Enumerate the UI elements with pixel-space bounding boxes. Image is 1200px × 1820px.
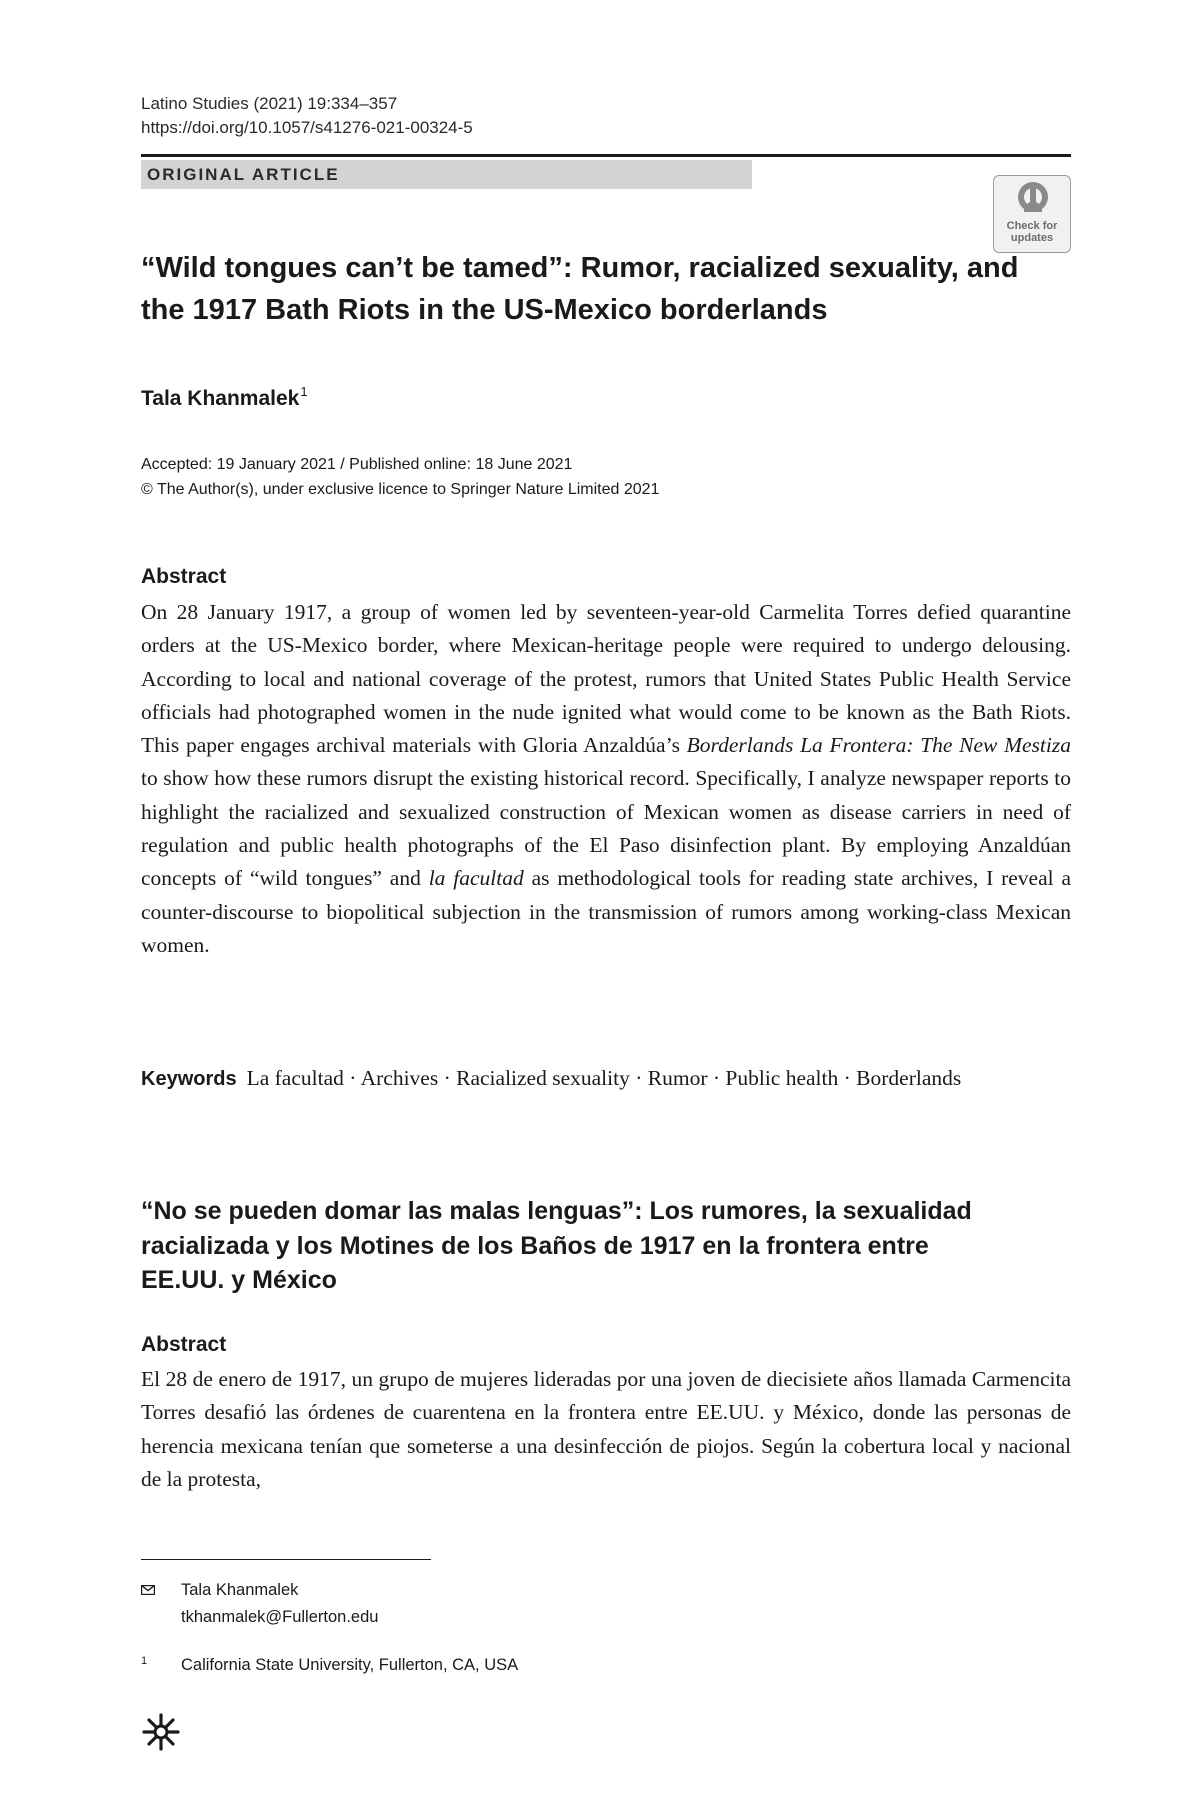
author-line (141, 378, 308, 413)
affiliation-marker: 1 (141, 1655, 148, 1667)
springer-logo-icon (141, 1712, 181, 1752)
abstract-heading: Abstract (141, 565, 227, 588)
footnote-author-name: Tala Khanmalek (181, 1581, 299, 1599)
doi-link[interactable]: https://doi.org/10.1057/s41276-021-00324-5 (141, 118, 473, 137)
abstract-book-title: Borderlands La Frontera: The New Mestiza (686, 733, 1071, 758)
copyright-notice: © The Author(s), under exclusive licence to Springer Nature Limited 2021 (141, 481, 660, 498)
abstract-text-part-3: as methodological tools for reading state archives, I reveal a counter-discourse to biopolitical subjection in the transmission of rumors among working-class Mexican women. (141, 866, 1072, 957)
article-title: “Wild tongues can’t be tamed”: Rumor, racialized sexuality, and the 1917 Bath Riots in the US-Mexico borderlands (141, 252, 1019, 326)
abstract-term: la facultad (428, 866, 524, 891)
author-email-link[interactable]: tkhanmalek@Fullerton.edu (181, 1608, 379, 1626)
author-name: Tala Khanmalek (141, 387, 300, 410)
abstract-text-part-1: On 28 January 1917, a group of women led by seventeen-year-old Carmelita Torres defied quarantine orders at the US-Mexico border, where Mexican-heritage people were required to undergo delousing. According to local and national coverage of the protest, rumors that United States Public Health Service officials had photographed women in the nude ignited what would come to be known as the Bath Riots. This paper engages archival materials with Gloria Anzaldúa’s (141, 600, 1071, 758)
keywords-label: Keywords (141, 1068, 237, 1090)
author-affiliation-marker[interactable]: 1 (300, 384, 308, 399)
keywords-list: La facultad · Archives · Racialized sexuality · Rumor · Public health · Borderlands (246, 1066, 962, 1090)
article-type-banner: ORIGINAL ARTICLE (141, 160, 752, 189)
header-rule (141, 154, 1071, 157)
abstract-body (141, 596, 1071, 962)
journal-citation: Latino Studies (2021) 19:334–357 (141, 94, 398, 113)
publication-dates: Accepted: 19 January 2021 / Published online: 18 June 2021 (141, 456, 573, 473)
check-for-updates-badge[interactable] (993, 175, 1071, 253)
footnote-rule (141, 1559, 431, 1560)
article-page (141, 0, 1071, 1820)
affiliation-text: California State University, Fullerton, CA, USA (181, 1656, 519, 1674)
spanish-abstract-heading: Abstract (141, 1333, 227, 1356)
crossmark-label: Check for updates (1006, 220, 1058, 244)
spanish-abstract-body: El 28 de enero de 1917, un grupo de mujeres lideradas por una joven de diecisiete años llamada Carmencita Torres desafió las órdenes de cuarentena en la frontera entre EE.UU. y México, donde las personas de herencia mexicana tenían que someterse a una desinfección de piojos. Según la cobertura local y nacional de la protesta, (141, 1367, 1071, 1491)
keywords (141, 1062, 1071, 1096)
spanish-title: “No se pueden domar las malas lenguas”: Los rumores, la sexualidad racializada y los Motines de los Baños de 1917 en la frontera entre EE.UU. y México (141, 1197, 972, 1294)
abstract-text-part-2: to show how these rumors disrupt the existing historical record. Specifically, I analyze newspaper reports to highlight the racialized and sexualized construction of Mexican women as disease carriers in need of regulation and public health photographs of the El Paso disinfection plant. By employing Anzaldúan concepts of “wild tongues” and (141, 766, 1071, 891)
email-icon (141, 1585, 155, 1595)
crossmark-icon (994, 176, 1072, 222)
